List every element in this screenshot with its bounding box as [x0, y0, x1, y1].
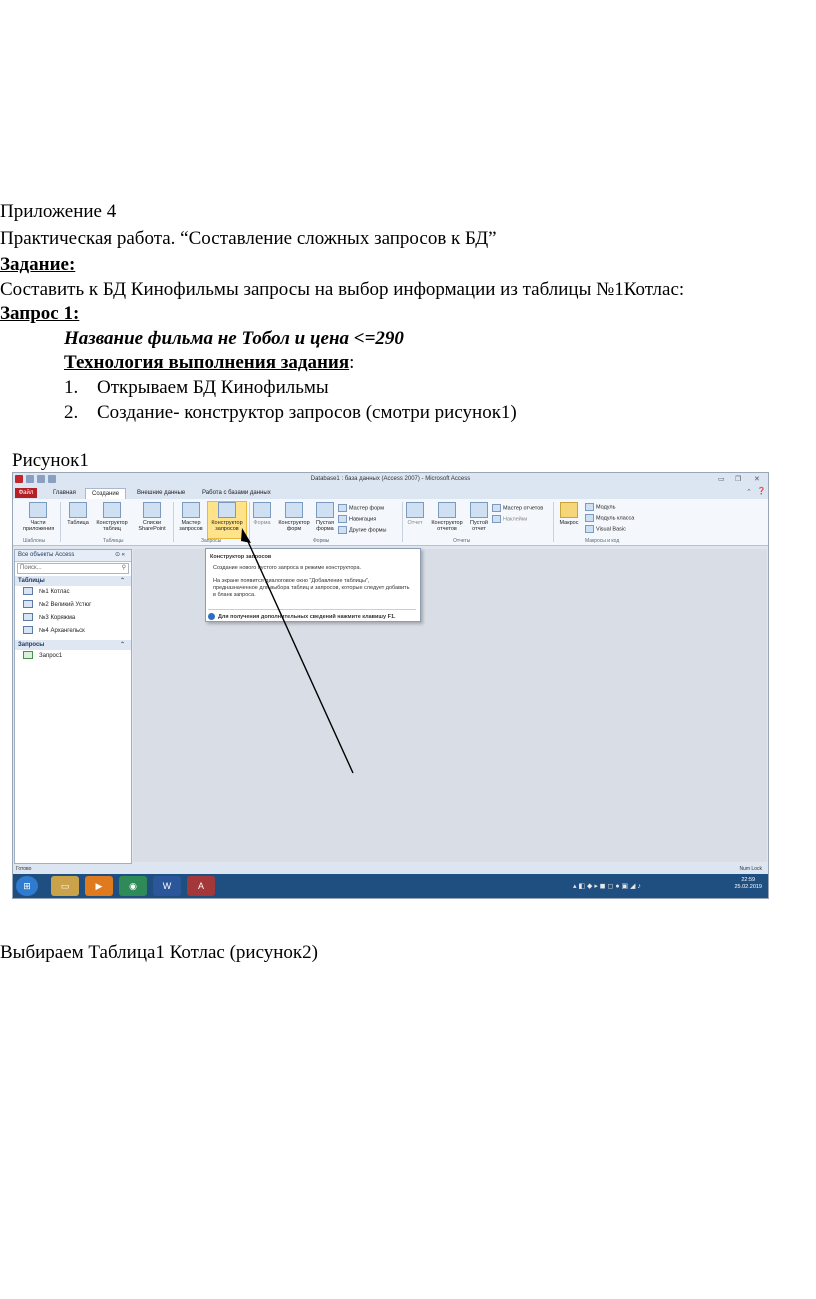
macro-label: Макрос: [559, 520, 579, 526]
blank-report-label: Пустой отчет: [470, 520, 488, 532]
tab-home[interactable]: Главная: [53, 490, 76, 496]
query-condition: Название фильма не Тобол и цена <=290: [64, 328, 404, 349]
chevron-up-icon[interactable]: ⌃: [119, 578, 125, 584]
task-label: Задание:: [0, 254, 76, 275]
nav-header-label: Все объекты Access: [18, 552, 75, 558]
tech-heading: [64, 352, 354, 374]
status-left: Готово: [16, 866, 32, 872]
step-1: [64, 377, 329, 399]
arrow-head: [241, 528, 251, 543]
tooltip-line1: Создание нового пустого запроса в режиме конструктора.: [213, 565, 362, 571]
start-button[interactable]: ⊞: [16, 876, 38, 896]
form-label: Форма: [253, 520, 271, 526]
report-designer-label: Конструктор отчетов: [431, 520, 463, 532]
group-label-macros: Макросы и код: [585, 538, 620, 544]
nav-item-label: №2 Великий Устюг: [39, 602, 92, 608]
parts-label: Части приложения: [23, 520, 55, 532]
after-text: Выбираем Таблица1 Котлас (рисунок2): [0, 942, 318, 963]
access-screenshot: [12, 472, 769, 899]
sharepoint-label: Списки SharePoint: [138, 520, 166, 532]
tech-label: Технология выполнения задания: [64, 352, 350, 373]
form-designer-label: Конструктор форм: [278, 520, 310, 532]
table-designer-label: Конструктор таблиц: [96, 520, 128, 532]
other-forms-label: Другие формы: [349, 527, 387, 534]
group-label-templates: Шаблоны: [23, 538, 46, 544]
ribbon-collapse-icon[interactable]: ⌃: [746, 489, 752, 496]
tab-external-data[interactable]: Внешние данные: [137, 490, 186, 496]
explorer-icon[interactable]: ▭: [51, 876, 79, 896]
appendix-heading: Приложение 4: [0, 201, 117, 222]
word-icon[interactable]: W: [153, 876, 181, 896]
step-text: Открываем БД Кинофильмы: [97, 377, 329, 398]
help-icon[interactable]: ❓: [757, 488, 766, 495]
query-wizard-label: Мастер запросов: [179, 520, 203, 532]
labels-label: Наклейки: [503, 516, 528, 523]
window-title: Database1 : база данных (Access 2007) - Microsoft Access: [310, 476, 471, 482]
step-number: 2.: [64, 402, 79, 423]
query-label: Запрос 1:: [0, 303, 80, 324]
nav-item-label: №1 Котлас: [39, 589, 70, 595]
clock-date: 25.02.2019: [734, 884, 762, 890]
tooltip-title: Конструктор запросов: [210, 554, 272, 560]
nav-section-label: Запросы: [18, 642, 45, 648]
tab-create[interactable]: Создание: [85, 488, 126, 499]
group-label-queries: Запросы: [201, 538, 222, 544]
nav-search-placeholder: Поиск...: [20, 565, 42, 571]
figure1-caption: Рисунок1: [12, 450, 89, 471]
blank-form-label: Пустая форма: [316, 520, 334, 532]
class-module-label: Модуль класса: [596, 515, 635, 522]
maximize-icon[interactable]: ❐: [735, 476, 742, 483]
navigation-label: Навигация: [349, 516, 377, 523]
tab-file[interactable]: Файл: [15, 488, 37, 498]
chevron-up-icon[interactable]: ⌃: [119, 642, 125, 648]
step-2: [64, 402, 517, 424]
close-icon[interactable]: ✕: [754, 476, 760, 483]
group-label-tables: Таблицы: [103, 538, 124, 544]
group-label-reports: Отчеты: [453, 538, 471, 544]
annotation-arrow: [13, 473, 768, 898]
tooltip-line2: На экране появится диалоговое окно "Добавление таблицы", предназначенное для выбора таблиц и запросов, которые следует добавить в бланк запроса.: [213, 578, 410, 598]
nav-collapse-icon[interactable]: ⊙ «: [114, 552, 125, 558]
nav-item-label: №3 Коряжма: [39, 615, 76, 621]
clock-time: 22:59: [741, 877, 756, 883]
tray-icons: ▴ ◧ ◆ ▸ ◼ ◻ ● ▣ ◢ ♪: [573, 883, 641, 890]
nav-item-label: Запрос1: [39, 653, 63, 659]
step-text: Создание- конструктор запросов (смотри рисунок1): [97, 402, 517, 423]
report-label: Отчет: [407, 520, 423, 526]
group-label-forms: Формы: [313, 538, 330, 544]
visual-basic-label: Visual Basic: [596, 526, 626, 533]
arrow-line: [245, 535, 353, 773]
media-player-icon[interactable]: ▶: [85, 876, 113, 896]
task-text: Составить к БД Кинофильмы запросы на выбор информации из таблицы №1Котлас:: [0, 279, 685, 300]
module-label: Модуль: [596, 504, 616, 511]
query-designer-label: Конструктор запросов: [211, 520, 243, 532]
access-icon[interactable]: A: [187, 876, 215, 896]
tab-database-tools[interactable]: Работа с базами данных: [202, 490, 271, 496]
table-label: Таблица: [67, 520, 89, 526]
report-wizard-label: Мастер отчетов: [503, 505, 544, 512]
status-right: Num Lock: [739, 866, 762, 872]
search-icon[interactable]: ⚲: [121, 565, 126, 571]
minimize-icon[interactable]: ▭: [718, 476, 725, 483]
nav-section-label: Таблицы: [18, 578, 45, 584]
work-title: Практическая работа. “Составление сложных запросов к БД”: [0, 228, 497, 249]
chrome-icon[interactable]: ◉: [119, 876, 147, 896]
step-number: 1.: [64, 377, 79, 398]
form-wizard-label: Мастер форм: [349, 505, 384, 512]
tooltip-help-text: Для получения дополнительных сведений нажмите клавишу F1.: [218, 613, 396, 620]
nav-item-label: №4 Архангельск: [39, 628, 85, 634]
tech-colon: :: [349, 352, 355, 373]
